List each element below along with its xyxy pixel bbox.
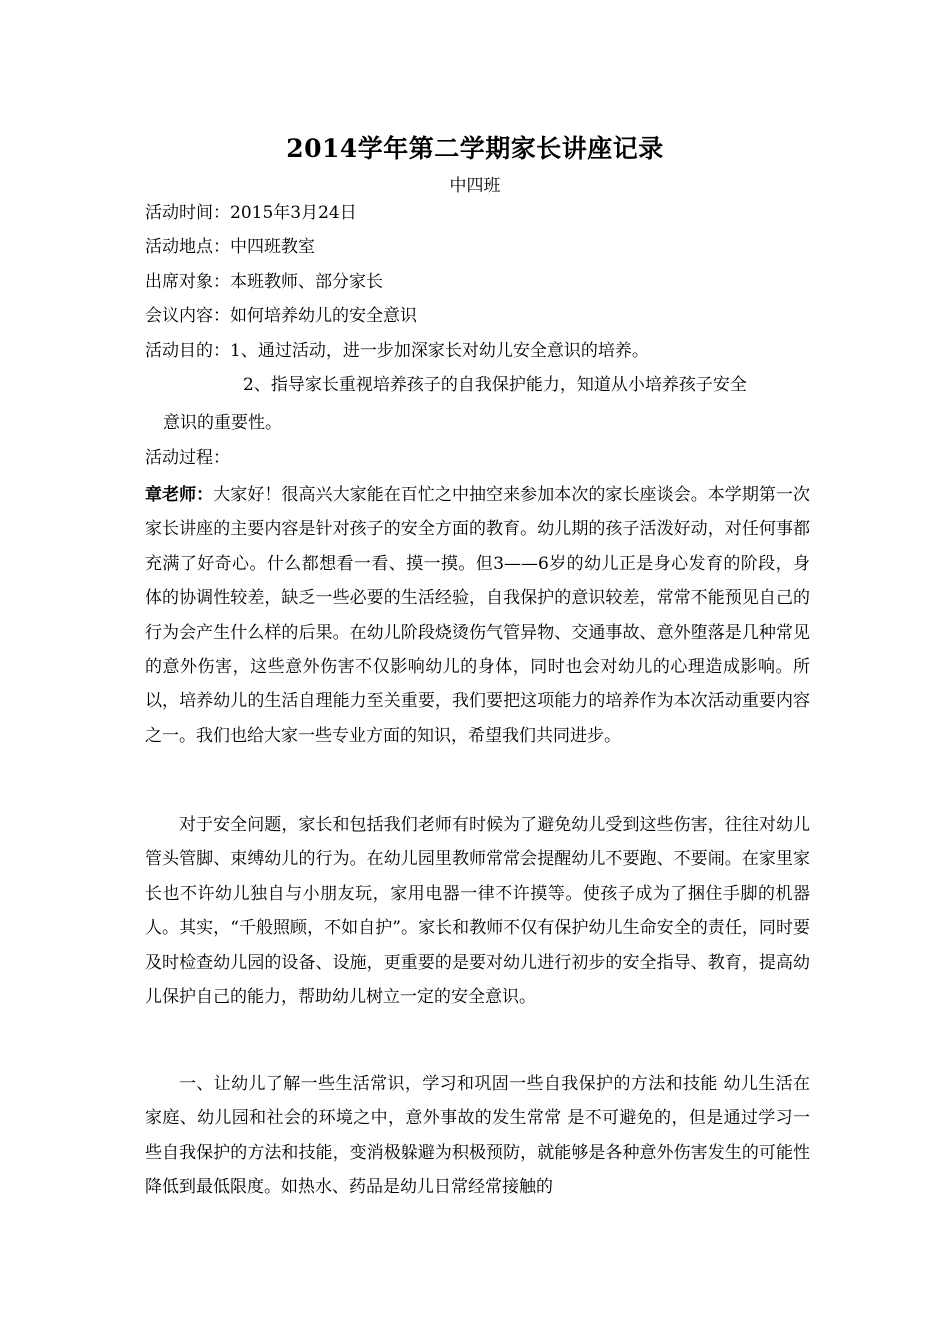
speaker-name: 章老师： xyxy=(145,485,214,505)
activity-purpose-1: 活动目的：1、通过活动，进一步加深家长对幼儿安全意识的培养。 xyxy=(145,341,649,361)
activity-purpose-2-continued: 意识的重要性。 xyxy=(163,413,282,433)
activity-place: 活动地点：中四班教室 xyxy=(145,237,315,257)
paragraph-text: 大家好！很高兴大家能在百忙之中抽空来参加本次的家长座谈会。本学期第一次家长讲座的主要内容是针对孩子的安全方面的教育。幼儿期的孩子活泼好动，对任何事都充满了好奇心。什么都想看一看、摸一摸。但3——6岁的幼儿正是身心发育的阶段，身体的协调性较差，缺乏一些必要的生活经验，自我保护的意识较差，常常不能预见自己的行为会产生什么样的后果。在幼儿阶段烧烫伤气管异物、交通事故、意外堕落是几种常见的意外伤害，这些意外伤害不仅影响幼儿的身体，同时也会对幼儿的心理造成影响。所以，培养幼儿的生活自理能力至关重要，我们要把这项能力的培养作为本次活动重要内容之一。我们也给大家一些专业方面的知识，希望我们共同进步。 xyxy=(145,485,811,746)
meeting-content: 会议内容：如何培养幼儿的安全意识 xyxy=(145,306,417,326)
speech-paragraph-3: 一、让幼儿了解一些生活常识，学习和巩固一些自我保护的方法和技能 幼儿生活在家庭、幼儿园和社会的环境之中，意外事故的发生常常 是不可避免的，但是通过学习一些自我保护的方法和技能，变消极躲避为积极预防，就能够是各种意外伤害发生的可能性降低到最低限度。如热水、药品是幼儿日常经常接触的 xyxy=(145,1074,810,1198)
process-label: 活动过程： xyxy=(145,448,230,468)
activity-purpose-2: 2、指导家长重视培养孩子的自我保护能力，知道从小培养孩子安全 xyxy=(243,375,747,395)
document-title: 2014学年第二学期家长讲座记录 xyxy=(286,134,664,163)
class-name: 中四班 xyxy=(449,176,501,196)
attendees: 出席对象：本班教师、部分家长 xyxy=(145,272,383,292)
activity-time: 活动时间：2015年3月24日 xyxy=(145,203,357,223)
speech-paragraph-2: 对于安全问题，家长和包括我们老师有时候为了避免幼儿受到这些伤害，往往对幼儿管头管脚、束缚幼儿的行为。在幼儿园里教师常常会提醒幼儿不要跑、不要闹。在家里家长也不许幼儿独自与小朋友玩，家用电器一律不许摸等。使孩子成为了捆住手脚的机器人。其实，“千般照顾，不如自护”。家长和教师不仅有保护幼儿生命安全的责任，同时要及时检查幼儿园的设备、设施，更重要的是要对幼儿进行初步的安全指导、教育，提高幼儿保护自己的能力，帮助幼儿树立一定的安全意识。 xyxy=(145,815,810,1008)
speech-paragraph-1 xyxy=(145,478,810,753)
